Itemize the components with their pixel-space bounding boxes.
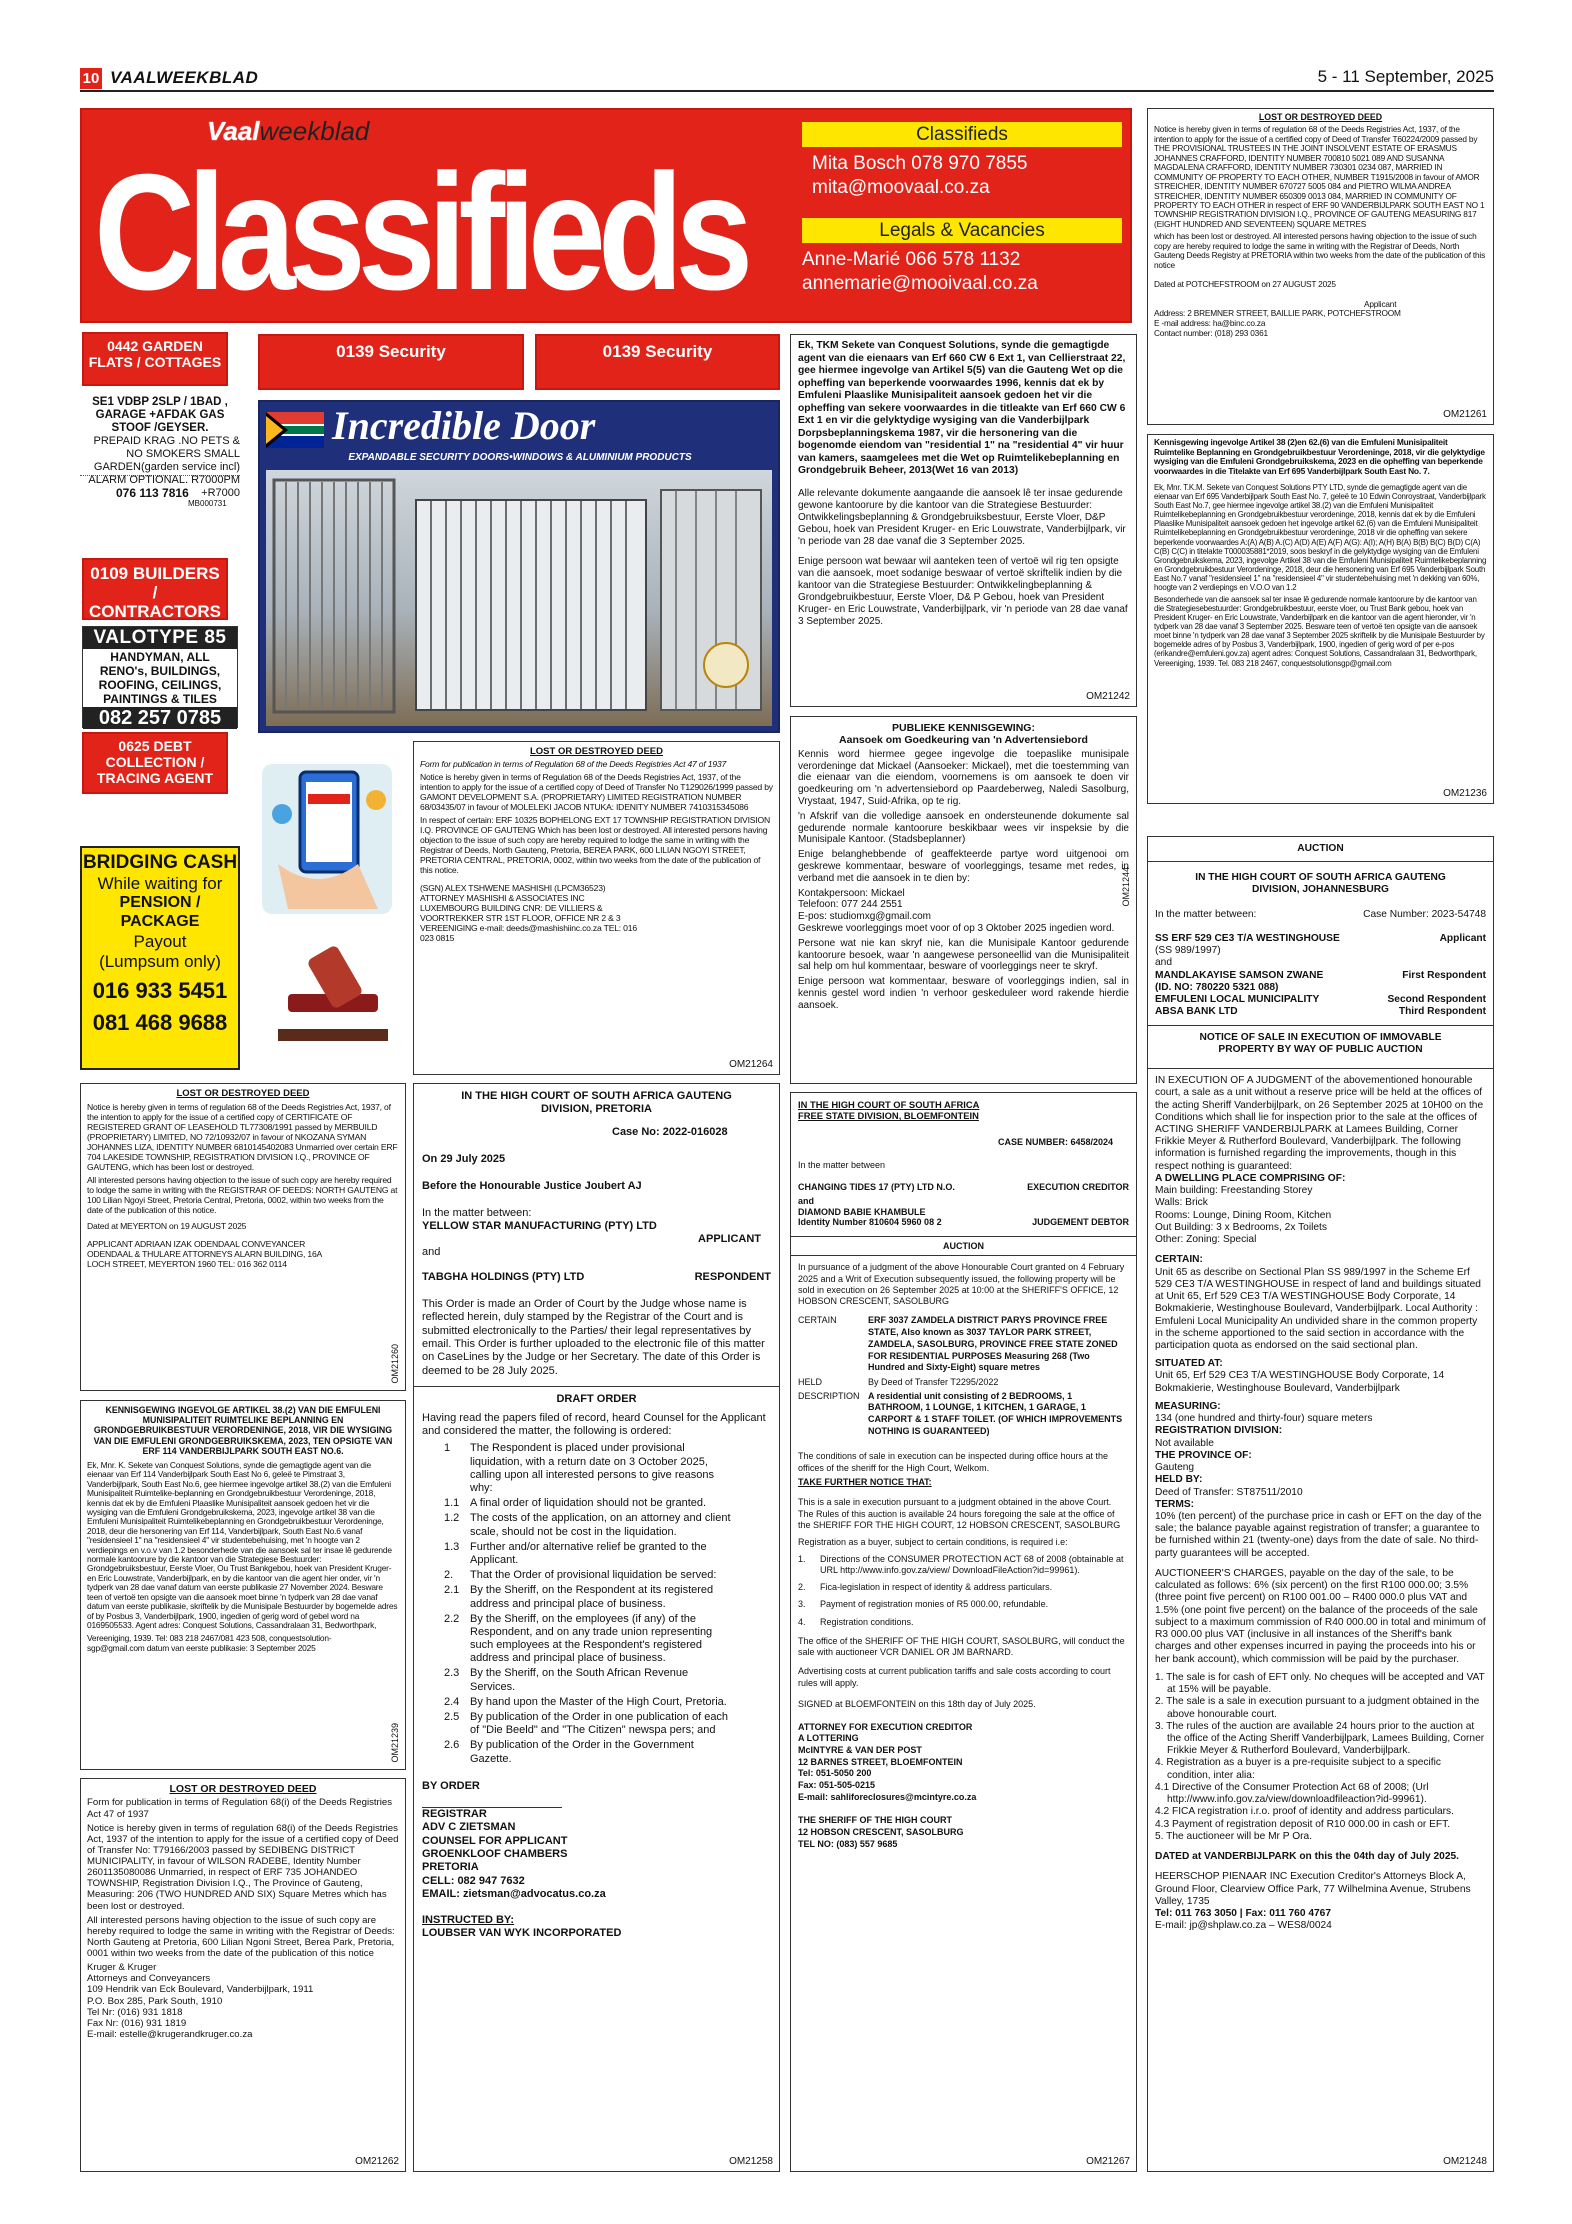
notice-heading: LOST OR DESTROYED DEED — [1258, 112, 1383, 122]
bridge-title: BRIDGING CASH — [82, 852, 238, 873]
applicant-name: YELLOW STAR MANUFACTURING (PTY) LTD — [422, 1219, 657, 1232]
signed-at: SIGNED at BLOEMFONTEIN on this 18th day of July 2025. — [798, 1698, 1036, 1709]
item-text: By publication of the Order in the Government Gazette. — [470, 1739, 694, 1765]
legals-label: Legals & Vacancies — [802, 218, 1122, 243]
party-row — [1155, 970, 1486, 982]
dated-text: DATED at VANDERBIJLPARK on this the 04th day of July 2025. — [1155, 1851, 1459, 1863]
left-ads-column — [80, 332, 240, 1074]
between-label: In the matter between — [798, 1159, 886, 1170]
list-item: 4.2 FICA registration i.r.o. proof of identity and address particulars. — [1155, 1806, 1454, 1818]
notice-body3: Enige belanghebbende of geaffekteerde partye word uitgenooi om geskrewe kommentaar, besware of voorleggings, tesame met redes, in verband met die aansoek in te dien by: — [798, 849, 1129, 884]
contact-line: Kontakpersoon: Mickael — [798, 887, 905, 899]
sign-line: COUNSEL FOR APPLICANT — [422, 1834, 568, 1847]
sign-line: Fax Nr: (016) 931 1819 — [87, 2017, 187, 2029]
feature-line: Walls: Brick — [1155, 1197, 1208, 1209]
certain-label: CERTAIN — [798, 1315, 837, 1326]
auction-rules: This is a sale in execution pursuant to a judgment obtained in the above Court. The Rules of this auction is available 24 hours foregoing the sale at the office of the SHERIFF FOR THE HIGH COURT, 12 HOBSON CRESCENT, SASOLBURG — [798, 1497, 1121, 1530]
feature-line: Out Building: 3 x Bedrooms, 2x Toilets — [1155, 1221, 1327, 1233]
sign-line: GROENKLOOF CHAMBERS — [422, 1847, 568, 1860]
notice-body2: 'n Afskrif van die volledige aansoek en ondersteunende dokumente sal gedurende normale kantoorure beskikbaar wees vir inspeksie by die Munisipale Kantoor. (Stadsbeplanner) — [798, 810, 1129, 846]
party-name: ABSA BANK LTD — [1155, 1006, 1238, 1018]
flag-icon — [266, 412, 324, 448]
contact-line: Telefoon: 077 244 2551 — [798, 899, 903, 911]
ref-code: OM21242 — [1086, 691, 1130, 703]
sign-line: A LOTTERING — [798, 1733, 859, 1744]
item-text: By the Sheriff, on the South African Revenue Services. — [470, 1667, 689, 1693]
brand-vaal: Vaal — [207, 116, 260, 146]
flat-ad-line2: PREPAID KRAG .NO PETS & NO SMOKERS SMALL GARDEN(garden service incl) ALARM OPTIONAL. R7000PM +R7000 — [88, 435, 240, 499]
terms-text: 10% (ten percent) of the purchase price in cash or EFT on the day of the sale; the balance payable against registration of transfer; a guarantee to be furnished within 21 (twenty-one) days from the date of sale. No third-party guarantees will be accepted. — [1155, 1511, 1482, 1559]
kennisgewing-notice-2 — [1147, 434, 1494, 804]
list-item: 4. Registration as a buyer is a pre-requisite subject to a specific condition, inter alia: — [1155, 1757, 1441, 1781]
sign-line: Kruger & Kruger — [87, 1962, 157, 1974]
respondent-name: TABGHA HOLDINGS (PTY) LTD — [422, 1270, 585, 1283]
sign-line[interactable]: E-mail: estelle@krugerandkruger.co.za — [87, 2028, 253, 2040]
list-item: 2. The sale is a sale in execution pursuant to a judgment obtained in the above honourable court. — [1155, 1696, 1480, 1720]
sign-line: Tel Nr: (016) 931 1818 — [87, 2006, 183, 2018]
ref-code: OM21264 — [729, 1059, 773, 1071]
flat-ad-line1: SE1 VDBP 2SLP / 1BAD , GARAGE +AFDAK GAS STOOF /GEYSER. — [92, 396, 228, 434]
item-number: 2.1 — [444, 1584, 460, 1597]
feature-line: Rooms: Lounge, Dining Room, Kitchen — [1155, 1209, 1332, 1221]
valotype-ad — [82, 626, 238, 728]
held-text: By Deed of Transfer T2295/2022 — [868, 1376, 999, 1387]
brand-weekblad: weekblad — [259, 116, 370, 146]
item-number: 2.2 — [444, 1612, 460, 1625]
parties — [1155, 933, 1486, 1019]
certain-heading: CERTAIN: — [1155, 1254, 1203, 1266]
party-role: Second Respondent — [1387, 994, 1486, 1006]
sign-line: McINTYRE & VAN DER POST — [798, 1744, 922, 1755]
ref-code: OM21267 — [1086, 2156, 1130, 2168]
court-heading: IN THE HIGH COURT OF SOUTH AFRICA GAUTENG DIVISION, JOHANNESBURG — [1195, 872, 1446, 896]
dwelling-heading: A DWELLING PLACE COMPRISING OF: — [1155, 1172, 1346, 1184]
tkm-notice — [790, 334, 1137, 707]
item-number: 2. — [798, 1582, 806, 1593]
court-notice-bloemfontein — [790, 1092, 1137, 2172]
notice-body2: which has been lost or destroyed. All interested persons having objection to the issue of such copy are hereby required to lodge the same in writing with the Registrar of Deeds, North Gauteng Deeds Registry at PRETORIA within two weeks from the date of the publication of this notice — [1154, 231, 1486, 270]
defendant-name: DIAMOND BABIE KHAMBULE — [798, 1206, 926, 1217]
notice-intro: Form for publication in terms of Regulation 68(i) of the Deeds Registries Act 47 of 1937 — [87, 1797, 393, 1820]
applicant-label: Applicant — [1364, 298, 1397, 309]
list-item: 4.3 Payment of registration deposit of R10 000.00 in cash or EFT. — [1155, 1818, 1451, 1830]
order-item — [422, 1711, 771, 1737]
notice-body: Notice is hereby given in terms of Regulation 68 of the Deeds Registries Act, 1937, of the intention to apply for the issue of a certified copy of Deed of Transfer No T129026/1999 passed by GAMONT DEVELOPMENT S.A. (PROPRIETARY) LIMITED REGISTRATION NUMBER 68/03435/07 in favour of MOLELEKI JACOB NTUKA: IDENITY NUMBER 7410315345086 — [420, 772, 773, 813]
section-garden-flats: 0442 GARDEN FLATS / COTTAGES — [82, 332, 228, 386]
order-item — [422, 1696, 771, 1709]
address: Address: 2 BREMNER STREET, BAILLIE PARK, POTCHEFSTROOM — [1154, 308, 1401, 319]
province-heading: THE PROVINCE OF: — [1155, 1449, 1252, 1461]
sign-line: THE SHERIFF OF THE HIGH COURT — [798, 1815, 952, 1826]
door-photo — [266, 470, 772, 726]
incredible-door-ad — [258, 400, 780, 733]
order-item — [422, 1497, 771, 1510]
notice-heading: Ek, TKM Sekete van Conquest Solutions, synde die gemagtigde agent van die eienaars van Erf 660 CW 6 Ext 1, van Cellierstraat 22, gee hiermee ingevolge van Artikel 5(5) van die Gauteng Wet op die opheffing van beperkende voorwaardes 1996, kennis dat ek by Emfuleni Plaaslike Munisipaliteit aansoek gedoen het vir die opheffing van sekere voorwaardes in die titleakte van Erf 660 CW 6 Ext 1 en vir die gelyktydige wysiging van die Vanderbijlpark Dorpsbeplanningskema 1987, vir die hersonering van die bogenomde eiendom van "residential 1" na "residential 4" vir huur van kamers, saamgelees met die Wet op Ruimtelikebeplanning en Grondgebruik Beheer, 2013(Wet 16 van 2013) — [798, 340, 1126, 477]
notice-body2: Besonderhede van die aansoek sal ter insae lê gedurende normale kantoorure by die kantoor van die Strategiesebestuurder: Grondgebruikbestuur, eerste vloer, ou Trust Bank gebou, hoek van President Kruger- en Eric Louwstrate, Vanderbijlpark en die kantoor van die agent hieronder, vir 'n tydperk van 28 dae vanaf 3 September 2025. Besware teen of vertoë ten opsigte van die aansoek moet binne 'n tydperk van 28 dae vanaf 3 September 2025 skriftelik by die Munisipale Bestuurder by bogemelde adres of by Posbus 3, Vanderbijlpark, 1900, ingedien of gerig word of per e-pos (erikandre@emfuleni.gov.za) agent adres: Conquest Solutions, Cassandralaan 31, Bedworthpark, Vereeniging, 1939. Tel. 083 218 2467, conquestsolutionsgp@gmail.com — [1154, 594, 1485, 668]
bridge-line4: Payout — [133, 932, 187, 952]
situated-heading: SITUATED AT: — [1155, 1358, 1223, 1370]
held-heading: HELD BY: — [1155, 1474, 1203, 1486]
order-body: This Order is made an Order of Court by the Judge whose name is reflected herein, duly stamped by the Registrar of the Court and is submitted electronically to the Parties/ their legal representatives by email. This Order is further uploaded to the electronic file of this matter on CaseLines by the Judge or her Secretary. The date of this Order is deemed to be 28 July 2025. — [422, 1297, 765, 1377]
registration: Registration as a buyer, subject to certain conditions, is required i.e: — [798, 1537, 1068, 1548]
item-text: By hand upon the Master of the High Court, Pretoria. — [470, 1695, 727, 1708]
list-item: 5. The auctioneer will be Mr P Ora. — [1155, 1830, 1313, 1842]
sheriff-office: The office of the SHERIFF OF THE HIGH COURT, SASOLBURG, will conduct the sale with auctioneer VCR DANIEL OR JM BARNARD. — [798, 1635, 1125, 1658]
notice-heading: KENNISGEWING INGEVOLGE ARTIKEL 38.(2) VAN DIE EMFULENI MUNISIPALITEIT RUIMTELIKE BEPLANNING EN GRONDGEBRUIKBESTUUR VERORDENINGE, 2018, VIR DIE WYSIGING VAN DIE EMFULENI GRONDGEBRUIKSKEMA, 2023, TEN OPSIGTE VAN ERF 114 VANDERBIJLPARK SOUTH EAST NO.6. — [93, 1405, 393, 1456]
terms-heading: TERMS: — [1155, 1498, 1195, 1510]
party-row — [1155, 957, 1486, 969]
court-division: FREE STATE DIVISION, BLOEMFONTEIN — [798, 1110, 979, 1122]
ref-code: OM21260 — [390, 1344, 401, 1384]
item-text: The Respondent is placed under provisional liquidation, with a return date on 3 October 2025, calling upon all interested persons to give reasons why: — [470, 1442, 714, 1495]
court2-sign — [798, 1722, 1129, 1804]
bridge-phone1: 016 933 5451 — [92, 978, 228, 1004]
registration-item — [798, 1599, 1129, 1610]
item-text: Payment of registration monies of R5 000.00, refundable. — [820, 1599, 1049, 1610]
page-number: 10 — [80, 68, 102, 89]
court-heading: IN THE HIGH COURT OF SOUTH AFRICA GAUTENG DIVISION, PRETORIA — [461, 1090, 732, 1115]
sign-line: REGISTRAR — [422, 1807, 487, 1820]
notice-dated: Dated at POTCHEFSTROOM on 27 AUGUST 2025 — [1154, 279, 1336, 290]
sign-line: P.O. Box 285, Park South, 1910 — [87, 1995, 223, 2007]
desc-row — [798, 1391, 1129, 1438]
take-notice: TAKE FURTHER NOTICE THAT: — [798, 1476, 932, 1487]
section-builders: 0109 BUILDERS / CONTRACTORS — [82, 558, 228, 620]
notice-contact — [798, 888, 1129, 935]
case-number: CASE NUMBER: 6458/2024 — [998, 1137, 1114, 1148]
draft-intro: Having read the papers filed of record, heard Counsel for the Applicant and considered the matter, the following is ordered: — [422, 1412, 766, 1438]
notice-body: Ek, Mnr. K. Sekete van Conquest Solutions, synde die gemagtigde agent van die eienaar van Erf 114 Vanderbijlpark South East No 6, geleë te Pimstraat 3, Vanderbijlpark, South East No.6, gee hiermee ingevolge artikel 38.(2) van die Emfuleni Munisipaliteit Ruimtelike-beplanning en Grondgebruikbestuur Verordeninge, 2018, kennis dat ek by die Emfuleni Plaaslike Munisipaliteit aansoek gedoen het vir die wysiging van die Emfuleni Grondgebruikskema, 2023, ingevolge artikel 38 van die Emfuleni Munisipaliteit Ruimtelikebeplanning en Grondgebruikbestuur Verordeninge, 2018, deur die hersonering van Erf 114, Vanderbijlpark, South East No.6 vanaf "residensieel 1" na "residensieel 4" vir studentebehuising, met 'n hoogte van 2 verdiepings en v.o.v van 1.2 besonderhede van die aansoek sal ter insae lê gedurende normale kantoorure by die kantoor van die Strategiese Bestuurder: Grondgebruiksbestuur, Eerste Vloer, Ou Trust Bankgebou, hoek van President Kruger- en Eric Louwstrate, Vanderbijlpark, en by die kantoor van die agent hier onder, vir 'n tydperk van 28 dae vanaf datum van eerste publikasie 27 November 2024. Besware teen of vertoë ten opsigte van die aansoek moet binne 'n tydperk van 28 dae vanaf datum van eerste publikasie, skriftelik by die Munisipale Bestuurder by bogemelde adres of by Posbus 3, Vanderbijlpark, 1900, ingedien of gerig word of gebel word na 0169505533. Agent adres: Conquest Solutions, Cassandralaan 31, Bedworthpark, — [87, 1460, 398, 1630]
defendant-role: JUDGEMENT DEBTOR — [1032, 1217, 1129, 1228]
sign-line: CELL: 082 947 7632 — [422, 1874, 525, 1887]
advertising-costs: Advertising costs at current publication tariffs and sale costs according to court rules will apply. — [798, 1666, 1111, 1688]
flat-ad-ref: MB000731 — [188, 499, 227, 508]
lost-deed-notice-1 — [413, 741, 780, 1075]
ref-code: OM21244 — [1121, 867, 1132, 907]
auction-notice — [1147, 836, 1494, 2172]
auction-body: In pursuance of a judgment of the above Honourable Court granted on 4 February 2025 and a Writ of Execution subsequently issued, the following property will be sold in execution on 26 September 2025 at 10:00 at the SHERIFF'S OFFICE, 12 HOBSON CRESCENT, SASOLBURG — [798, 1262, 1125, 1307]
notice-contact: Vereeniging, 1939. Tel: 083 218 2467/081 423 508, conquestsolution-sgp@gmail.com datum van eerste publikasie: 3 September 2025 — [87, 1633, 332, 1654]
contact: Contact number: (018) 293 0361 — [1154, 327, 1268, 338]
notice-heading: LOST OR DESTROYED DEED — [529, 746, 663, 757]
defendant-row — [798, 1217, 1129, 1228]
bridge-line5: (Lumpsum only) — [99, 952, 221, 972]
item-number: 2.3 — [444, 1667, 460, 1680]
contact-line[interactable]: E-pos: studiomxg@gmail.com — [798, 911, 931, 923]
sign-line: 12 HOBSON CRESCENT, SASOLBURG — [798, 1827, 964, 1838]
instructed-by: INSTRUCTED BY: — [422, 1913, 515, 1926]
measuring-heading: MEASURING: — [1155, 1400, 1221, 1412]
order-item — [422, 1541, 771, 1567]
paper-name: VAALWEEKBLAD — [110, 68, 259, 87]
item-number: 1. — [798, 1553, 806, 1564]
registration-text: Not available — [1155, 1437, 1214, 1449]
item-text: By the Sheriff, on the employees (if any) of the Respondent, and on any trade union representing such employees at the Respondent's registered address and principal place of business. — [470, 1612, 713, 1665]
order-item — [422, 1613, 771, 1666]
certain-row — [798, 1315, 1129, 1373]
item-number: 4. — [798, 1616, 806, 1627]
item-number: 2.4 — [444, 1695, 460, 1708]
registration-item — [798, 1554, 1129, 1577]
party-row — [1155, 945, 1486, 957]
desc-text: A residential unit consisting of 2 BEDROOMS, 1 BATHROOM, 1 LOUNGE, 1 KITCHEN, 1 GARAGE, 1 CARPORT & 1 STAFF TOILET. (OF WHICH IMPROVEMENTS NOTHING IS GUARANTEED) — [868, 1390, 1123, 1436]
brand-name: Incredible Door — [332, 403, 596, 448]
notice-body2: All interested persons having objection to the issue of such copy are hereby required to lodge the same in writing with the REGISTRAR OF DEEDS: NORTH GAUTENG at 100 Lilian Ngoyi Street, Pretoria Central, Pretoria, 0002, within two weeks from the date of the publication of this notice. — [87, 1174, 398, 1215]
held-row — [798, 1377, 1129, 1388]
valotype-text: HANDYMAN, ALL RENO's, BUILDINGS, ROOFING, CEILINGS, PAINTINGS & TILES — [98, 650, 222, 706]
desc-label: DESCRIPTION — [798, 1390, 860, 1401]
sale-notice: NOTICE OF SALE IN EXECUTION OF IMMOVABLE PROPERTY BY WAY OF PUBLIC AUCTION — [1148, 1025, 1493, 1062]
situated-text: Unit 65, Erf 529 CE3 T/A WESTINGHOUSE Body Corporate, 14 Bokmakierie, Westinghouse Boulevard, Vanderbijlpark — [1155, 1370, 1445, 1394]
promo-graphic — [258, 744, 406, 1074]
sign-line[interactable]: E-mail: sahliforeclosures@mcintyre.co.za — [798, 1791, 977, 1802]
auction-list — [1155, 1672, 1486, 1843]
sign-line: 109 Hendrik van Eck Boulevard, Vanderbijlpark, 1911 — [87, 1984, 314, 1996]
registration-heading: REGISTRATION DIVISION: — [1155, 1425, 1283, 1437]
notice-sign — [87, 1962, 399, 2040]
item-text: Directions of the CONSUMER PROTECTION ACT 68 of 2008 (obtainable at URL http://www.info.gov.za/view/ DownloadFileAction?id=99961). — [820, 1553, 1124, 1575]
valotype-phone: 082 257 0785 — [83, 707, 237, 729]
province-text: Gauteng — [1155, 1462, 1195, 1474]
order-item — [422, 1584, 771, 1610]
notice-body2: In respect of certain: ERF 10325 BOPHELONG EXT 17 TOWNSHIP REGISTRATION DIVISION I.Q. PROVINCE OF GAUTENG Which has been lost or destroyed. All interested persons having objection to the issue of such copy are hereby required to lodge the same in writing with the Registrar of Deeds, North Gauteng, Pretoria, BEREA PARK, 600 LILIAN NGOYI STREET, PRETORIA CENTRAL, PRETORIA, 0002, within two weeks from the date of the publication of this notice. — [420, 815, 770, 875]
draft-order-title: DRAFT ORDER — [414, 1386, 779, 1406]
case-number: Case Number: 2023-54748 — [1363, 908, 1486, 920]
party-role: Applicant — [1439, 932, 1486, 944]
ref-code: OM21258 — [729, 2156, 773, 2168]
notice-heading: PUBLIEKE KENNISGEWING: — [892, 722, 1035, 734]
classifieds-contact: Mita Bosch 078 970 7855 — [812, 153, 1028, 174]
notice-dated: Dated at MEYERTON on 19 AUGUST 2025 — [87, 1220, 247, 1231]
item-number: 1.3 — [444, 1540, 460, 1553]
item-text: Registration conditions. — [820, 1616, 914, 1627]
ref-code: OM21239 — [390, 1723, 401, 1763]
flat-ad-phone: 076 113 7816 — [116, 486, 189, 500]
list-item: 1. The sale is for cash of EFT only. No cheques will be accepted and VAT at 15% will be payable. — [1155, 1671, 1485, 1696]
page-header — [80, 66, 1494, 92]
feature-line: Main building: Freestanding Storey — [1155, 1185, 1313, 1197]
bridge-line2: While waiting for — [97, 874, 223, 894]
party-name: (SS 989/1997) — [1155, 945, 1221, 957]
notice-body: Notice is hereby given in terms of regulation 68 of the Deeds Registries Act, 1937, of the intention to apply for the issue of a certified copy of CERTIFICATE OF REGISTERED GRANT OF LEASEHOLD TL77308/1991 passed by MERBUILD (PROPRIETARY) LIMITED, NO 72/10932/07 in favour of NKOZANA SYMAN JOHANNES LIZA, IDENTITY NUMBER 6810145402083 Unmarried over certain ERF 704 LAKESIDE TOWNSHIP, REGISTRATION DIVISION I.Q., PROVINCE OF GAUTENG, which has been lost or destroyed. — [87, 1102, 398, 1173]
item-text: By the Sheriff, on the Respondent at its registered address and principal place of business. — [470, 1584, 714, 1610]
public-notice — [790, 716, 1137, 1084]
party-name: EMFULENI LOCAL MUNICIPALITY — [1155, 994, 1320, 1006]
notice-heading: LOST OR DESTROYED DEED — [176, 1088, 310, 1099]
measuring-text: 134 (one hundred and thirty-four) square meters — [1155, 1413, 1373, 1425]
held-text: Deed of Transfer: ST87511/2010 — [1155, 1486, 1303, 1498]
contact-line: Geskrewe voorleggings moet voor of op 3 Oktober 2025 ingedien word. — [798, 922, 1115, 934]
notice-subheading: Aansoek om Goedkeuring van 'n Advertensiebord — [839, 734, 1088, 747]
order-before: Before the Honourable Justice Joubert AJ — [422, 1179, 642, 1192]
party-name: (ID. NO: 780220 5321 088) — [1155, 981, 1279, 993]
section-debt-collection: 0625 DEBT COLLECTION / TRACING AGENT — [82, 732, 228, 794]
classifieds-email[interactable]: mita@moovaal.co.za — [812, 177, 990, 199]
respondent-role: RESPONDENT — [694, 1270, 771, 1283]
banner-title: Classifieds — [94, 139, 746, 325]
notice-sign: APPLICANT ADRIAAN IZAK ODENDAAL CONVEYANCER ODENDAAL & THULARE ATTORNEYS ALARN BUILDING, 16A LOCH STREET, MEYERTON 1960 TEL: 016 362 0114 — [87, 1238, 322, 1269]
held-label: HELD — [798, 1376, 823, 1387]
sign-line: 12 BARNES STREET, BLOEMFONTEIN — [798, 1756, 963, 1767]
case-number: Case No: 2022-016028 — [612, 1125, 728, 1138]
item-text: Further and/or alternative relief be granted to the Applicant. — [470, 1540, 707, 1566]
sheriff-sign — [798, 1815, 1129, 1850]
plaintiff-role: EXECUTION CREDITOR — [1027, 1182, 1129, 1193]
email[interactable]: E -mail address: ha@binc.co.za — [1154, 318, 1266, 328]
party-name: and — [1155, 957, 1172, 969]
feature-line: Other: Zoning: Special — [1155, 1234, 1257, 1246]
dwelling-features — [1155, 1185, 1486, 1246]
classifieds-banner — [80, 108, 1132, 323]
ref-code: OM21248 — [1443, 2156, 1487, 2167]
lost-deed-notice-2 — [80, 1083, 406, 1391]
notice-body: Kennis word hiermee gegee ingevolge die toepaslike munisipale verordeninge dat Mickael (Aansoeker: Mickael), met die toestemming van die eienaar van die eiendom, voornemens is om aansoek te doen vir goedkeuring om 'n advertensiebord op Paardeberweg, Naledi Sasolburg, Vrystaat, 1947, Suid-Afrika, op te rig. — [798, 748, 1129, 807]
party-row — [1155, 1006, 1486, 1018]
bridge-line3: PENSION / PACKAGE — [119, 894, 201, 931]
lost-deed-notice-3 — [80, 1778, 406, 2172]
between-label: In the matter between: — [1155, 908, 1257, 920]
notice-body5: Enige persoon wat kommentaar, besware of voorleggings indien, sal in kennis gestel word indien 'n verhoor geskeduleer word rakende hierdie aansoek. — [798, 976, 1129, 1011]
case-row — [1155, 909, 1486, 921]
email-text[interactable]: E-mail: jp@shplaw.co.za – WES8/0024 — [1155, 1920, 1332, 1932]
item-number: 2. — [444, 1569, 454, 1582]
court-notice-pretoria — [413, 1083, 780, 2172]
notice-body: Notice is hereby given in terms of regulation 68 of the Deeds Registries Act, 1937, of the intention to apply for the issue of a certified copy of Deed of Transfer T60224/2009 passed by THE PROVISIONAL TRUSTEES IN THE JOINT INSOLVENT ESTATE OF ERASMUS JOHANNES CRAFFORD, IDENTITY NUMBER 700810 5021 089 AND SUSANNA MAGDALENA CRAFFORD, IDENTITY NUMBER 730301 0234 087, MARRIED IN COMMUNITY OF PROPERTY TO EACH OTHER, NUMBER T1915/2008 in favour of AMOR STREICHER, IDENTITY NUMBER 670727 5005 084 and PIETRO WILMA ANDREA STREICHER, IDENTITY NUMBER 650309 0013 084, MARRIED IN COMMUNITY OF PROPERTY TO EACH OTHER in respect of ERF 90 VANDERBIJLPARK SOUTH EAST NO 1 TOWNSHIP REGISTRATION DIVISION I.Q., PROVINCE OF GAUTENG MEASURING 817 (EIGHT HUNDRED AND SEVENTEEN) SQUARE METRES — [1154, 124, 1485, 229]
order-item — [422, 1739, 771, 1765]
notice-sign: (SGN) ALEX TSHWENE MASHISHI (LPCM36523) ATTORNEY MASHISHI & ASSOCIATES INC LUXEMBOURG BUILDING CNR: DE VILLIERS & VOORTREKKER STR 1ST FLOOR, OFFICE NR 2 & 3 VEREENIGING e-mail: deeds@mashishiinc.co.za TEL: 016 023 0815 — [420, 882, 637, 943]
auction-title: AUCTION — [1148, 843, 1493, 862]
plaintiff-name: CHANGING TIDES 17 (PTY) LTD N.O. — [798, 1182, 955, 1193]
kennisgewing-notice-1 — [80, 1400, 406, 1770]
item-number: 1 — [444, 1442, 451, 1455]
item-text: The costs of the application, on an attorney and client scale, should not be cost in the liquidation. — [470, 1512, 731, 1538]
item-text: Fica-legislation in respect of identity & address particulars. — [820, 1582, 1053, 1593]
item-text: A final order of liquidation should not be granted. — [470, 1497, 707, 1510]
order-item — [422, 1512, 771, 1538]
instructed-firm: LOUBSER VAN WYK INCORPORATED — [422, 1926, 622, 1939]
sign-line: ADV C ZIETSMAN — [422, 1821, 516, 1834]
by-order: BY ORDER — [422, 1779, 480, 1792]
notice-heading: LOST OR DESTROYED DEED — [169, 1783, 317, 1795]
list-item: 4.1 Directive of the Consumer Protection Act 68 of 2008; (Url http://www.info.gov.za/view/downloadfileaction?id-99961). — [1155, 1781, 1429, 1806]
sign-line[interactable]: EMAIL: zietsman@advocatus.co.za — [422, 1888, 606, 1901]
certain-text: ERF 3037 ZAMDELA DISTRICT PARYS PROVINCE FREE STATE, Also known as 3037 TAYLOR PARK STREET, ZAMDELA, SASOLBURG, PROVINCE FREE STATE ZONED FOR RESIDENTIAL PURPOSES Measuring 268 (Two Hundred and Sixty-Eight) square metres — [868, 1315, 1118, 1373]
order-date: On 29 July 2025 — [422, 1152, 506, 1165]
ref-code: OM21261 — [1443, 409, 1487, 421]
lost-deed-notice-4 — [1147, 108, 1494, 425]
court-heading: IN THE HIGH COURT OF SOUTH AFRICA — [798, 1099, 980, 1110]
notice-body2: Enige persoon wat bewaar wil aanteken teen of vertoë wil rig ten opsigte van die aansoek, moet sodanige beswaar of vertoë skriftelik indien by die kantoor van die Strategiese Bestuurder: Ontwikkelingbeplanning & Grondgebruikbestuur, Eerste Vloer, D& P Gebou, hoek van President Kruger- en Eric Louwstrate, Vanderbijlpark, vir 'n periode van 28 dae vanaf 3 September 2025. — [798, 556, 1128, 628]
registration-item — [798, 1582, 1129, 1593]
brand-subtitle: EXPANDABLE SECURITY DOORS•WINDOWS & ALUMINIUM PRODUCTS — [348, 452, 692, 463]
auction-body: IN EXECUTION OF A JUDGMENT of the abovementioned honourable court, a sale as a unit without a reserve price will be held at the offices of the acting Sheriff Vanderbijlpark, on 26 September 2025 at 10H00 on the Conditions which shall lie for inspection prior to the sale at the offices of ACTING SHERIFF VANDERBIJLPARK at Lamees Building, Corner Frikkie Meyer & Rutherford Boulevard, Vanderbijlpark. The following information is furnished regarding the improvements, though in this respect nothing is guaranteed: — [1148, 1068, 1493, 1173]
issue-date: 5 - 11 September, 2025 — [1317, 67, 1494, 86]
item-number: 1.2 — [444, 1512, 460, 1525]
tel-text: Tel: 011 763 3050 | Fax: 011 760 4767 — [1155, 1908, 1331, 1920]
order-item — [422, 1569, 771, 1582]
legals-email[interactable]: annemarie@mooivaal.co.za — [802, 273, 1038, 295]
order-items — [422, 1442, 771, 1765]
party-role: First Respondent — [1402, 969, 1486, 981]
conditions: The conditions of sale in execution can be inspected during office hours at the offices of the sheriff for the High Court, Welkom. — [798, 1451, 1109, 1473]
notice-body4: Persone wat nie kan skryf nie, kan die Munisipale Kantoor gedurende kantoorure besoek, waar 'n aangewese personeellid van die Munisipaliteit sal help om hul kommentaar, besware of voorleggings neer te skryf. — [798, 937, 1129, 973]
party-row — [1155, 994, 1486, 1006]
notice-intro: Form for publication in terms of Regulation 68 of the Deeds Registries Act 47 of 1937 — [420, 759, 727, 770]
between-label: In the matter between: — [422, 1206, 532, 1219]
registration-items — [798, 1554, 1129, 1628]
banner-contacts — [802, 122, 1122, 316]
party-row — [1155, 933, 1486, 945]
notice-body: Ek, Mnr. T.K.M. Sekete van Conquest Solutions PTY LTD, synde die gemagtigde agent van die eienaar van Erf 695 Vanderbijlpark South East No. 7, geleë te 10 Edwin Conroystraat, Vanderbijlpark South East No.7, gee hiermee ingevolge artikel 38.(2) van die Emfuleni Munisipaliteit Ruimtelikebeplanning en Grondgebruikbestuur verordeninge, 2018, kennis dat ek by die Emfuleni Plaaslike Munisipaliteit aansoek gedoen het ingevolge artikel 62.(6) van die Emfuleni Munisipaliteit Ruimtelikebeplanning en Grondgebruikbestuur verordeninge, 2018 vir die opheffing van sekere beperkende voorwaardes A:(A) A(B) A.(C) A(D) A(E) A(F) A(G): A(I); A(H) B(A) B(B) B(C) B(D) C(A) C(B) C(C) in titelakte T000035881*2019, soos beskryf in die gelyktydige wysiging van die Emfuleni Grondgebruikskema, 2023, ingevolge Artikel 38 van die Emfuleni Munisipaliteit Ruimtelikebeplanning en Grondgebruikbestuur Verordeninge, 2018, deur die hersonering van Erf 695 Vanderbijlpark South East No.7 vanaf "residensieel 1" na "residensieel 4" vir studentebehuising met 'n dekking van 60%, hoogte van 2 verdiepings en V.O.O van 1.2 — [1154, 482, 1487, 593]
charges-text: AUCTIONEER'S CHARGES, payable on the day of the sale, to be calculated as follows: 6% (six percent) on the first R100 000.00; 3.5% (three point five percent) on R100 001.00 – R400 000.0 plus VAT and 1.5% (one point five percent) on the balance of the proceeds of the sale subject to a maximum commission of R40 000.00 in total and minimum of R3 000.00 plus VAT (inclusive in all instances of the Sheriff's bank charges and other expenses incurred in paying the proceeds into his or her bank account), which commission will be paid by the purchaser. — [1155, 1567, 1486, 1665]
sign-line: PRETORIA — [422, 1861, 479, 1874]
item-number: 2.6 — [444, 1739, 460, 1752]
court1-sign — [422, 1808, 771, 1902]
sign-line: Fax: 051-505-0215 — [798, 1780, 876, 1791]
respondent-row — [422, 1271, 771, 1284]
plaintiff-row — [798, 1182, 1129, 1193]
item-text: By publication of the Order in one publication of each of "Die Beeld" and "The Citizen" newspa pers; and — [470, 1711, 729, 1737]
sign-line: TEL NO: (083) 557 9685 — [798, 1838, 898, 1849]
notice-body2: All interested persons having objection to the issue of such copy are hereby required to lodge the same in writing with the Registrar of Deeds: North Gauteng at Pretoria, 600 Lilian Ngoni Street, Berea Park, Pretoria, 0001 within two weeks from the date of the publication of this notice — [87, 1914, 395, 1959]
bridge-phone2: 081 468 9688 — [92, 1010, 228, 1036]
registration-item — [798, 1617, 1129, 1628]
list-item: 3. The rules of the auction are available 24 hours prior to the auction at the office of the Acting Sheriff Vanderbijlpark, Lamees Building, Corner Frikkie Meyer & Rutherford Boulevard, Vanderbijlpark. — [1155, 1720, 1485, 1757]
notice-body: Alle relevante dokumente aangaande die aansoek lê ter insae gedurende gewone kantoorure by die kantoor van die Strategiese Bestuurder: Ontwikkelingsbeplanning & Grondgebruiksbestuur, Eerste Vloer, D&P Gebou, hoek van President Kruger- en Eric Louwstrate, Vanderbijlpark, vir 'n periode van 28 dae vanaf die 3 September 2025. — [798, 488, 1126, 548]
sign-line: ATTORNEY FOR EXECUTION CREDITOR — [798, 1721, 973, 1732]
sign-line: Attorneys and Conveyancers — [87, 1973, 211, 1985]
bridging-cash-ad — [80, 846, 240, 1070]
item-number: 2.5 — [444, 1711, 460, 1724]
valotype-name: VALOTYPE 85 — [83, 627, 237, 649]
order-item — [422, 1442, 771, 1495]
notice-body: Notice is hereby given in terms of regulation 68(i) of the Deeds Registries Act, 1937 of the intention to apply for the issue of a certified copy of Deed of Transfer No: T79166/2003 passed by SEDIBENG DISTRICT MUNICIPALITY, in favour of WILSON RADEBE, Identity Number 2601135080086 Unmarried, in respect of ERF 735 JOHANDEO TOWNSHIP, Registration Division I.Q., The Province of Gauteng, Measuring: 206 (TWO HUNDRED AND SIX) Square Metres which has been lost or destroyed. — [87, 1822, 399, 1912]
firm-text: HEERSCHOP PIENAAR INC Execution Creditor's Attorneys Block A, Ground Floor, Clearview Office Park, 77 Wilhelmina Avenue, Strubens Valley, 1735 — [1155, 1871, 1471, 1907]
and-label: and — [798, 1196, 815, 1207]
section-security-a: 0139 Security — [258, 334, 524, 390]
party-name: SS ERF 529 CE3 T/A WESTINGHOUSE — [1155, 932, 1340, 944]
ref-code: OM21262 — [355, 2156, 399, 2168]
notice-heading: Kennisgewing ingevolge Artikel 38 (2)en 62.(6) van die Emfuleni Munisipaliteit Ruimtelike Beplanning en Grondgebruikbestuur Verordeninge, 2018, vir die gelyktydige wysiging van die Emfuleni Grondgebruikskema, 2023 en die opheffing van beperkende voorwaardes in die Titelakte van Erf 695 Vanderbijlpark South East No. 7. — [1154, 437, 1485, 476]
item-text: That the Order of provisional liquidation be served: — [470, 1569, 717, 1582]
section-security-b: 0139 Security — [535, 334, 780, 390]
party-name: MANDLAKAYISE SAMSON ZWANE — [1155, 969, 1324, 981]
ref-code: OM21236 — [1443, 788, 1487, 800]
legals-contact: Anne-Marié 066 578 1132 — [802, 248, 1021, 270]
auction-title: AUCTION — [791, 1236, 1136, 1257]
defendant-id: Identity Number 810604 5960 08 2 — [798, 1217, 942, 1228]
item-number: 3. — [798, 1599, 806, 1610]
classifieds-label: Classifieds — [802, 122, 1122, 147]
certain-text: Unit 65 as describe on Sectional Plan SS 989/1997 in the Scheme Erf 529 CE3 T/A WESTINGHOUSE in respect of land and buildings situated at Unit 65, Erf 529 CE3 T/A WESTINGHOUSE Body Corporate, 14 Bokmakierie, Westinghouse Boulevard, Vanderbijlpark. Local Authority : Emfuleni Local Municipality An undivided share in the common property in the scheme apportioned to the said section in accordance with the participation quota as endorsed on the said sectional plan. — [1155, 1266, 1481, 1351]
order-item — [422, 1667, 771, 1693]
and-label: and — [422, 1245, 441, 1258]
party-row — [1155, 982, 1486, 994]
sign-line: Tel: 051-5050 200 — [798, 1768, 872, 1779]
item-number: 1.1 — [444, 1497, 460, 1510]
applicant-role: APPLICANT — [698, 1232, 761, 1245]
party-role: Third Respondent — [1398, 1006, 1486, 1018]
